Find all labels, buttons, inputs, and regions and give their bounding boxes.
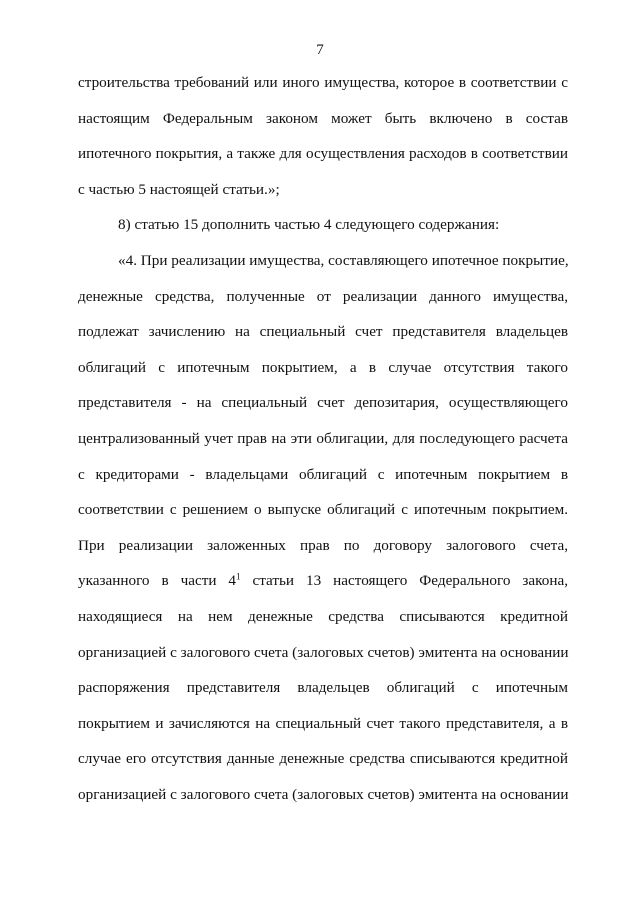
- text-line: облигаций с ипотечным покрытием, а в случае отсутствия такого: [78, 358, 568, 376]
- paragraph-start-line: 8) статью 15 дополнить частью 4 следующего содержания:: [118, 216, 500, 234]
- text-line: организацией с залогового счета (залоговых счетов) эмитента на основании: [78, 643, 569, 661]
- text-line: настоящим Федеральным законом может быть включено в состав: [78, 109, 568, 127]
- text-line: покрытием и зачисляются на специальный счет такого представителя, а в: [78, 714, 568, 732]
- text-line: При реализации заложенных прав по договору залогового счета,: [78, 536, 568, 554]
- text-line: организацией с залогового счета (залоговых счетов) эмитента на основании: [78, 785, 569, 803]
- text-line: представителя - на специальный счет депозитария, осуществляющего: [78, 394, 568, 412]
- text-line: соответствии с решением о выпуске облигаций с ипотечным покрытием.: [78, 501, 568, 519]
- superscript: 1: [236, 571, 241, 582]
- text-line: ипотечного покрытия, а также для осуществления расходов в соответствии: [78, 145, 568, 163]
- text-line: подлежат зачислению на специальный счет представителя владельцев: [78, 323, 568, 341]
- text-line: строительства требований или иного имущества, которое в соответствии с: [78, 74, 568, 91]
- text-line: с кредиторами - владельцами облигаций с ипотечным покрытием в: [78, 465, 568, 483]
- text-line: денежные средства, полученные от реализации данного имущества,: [78, 287, 568, 305]
- text-line: централизованный учет прав на эти облигации, для последующего расчета: [78, 429, 568, 447]
- paragraph-start-line: «4. При реализации имущества, составляющего ипотечное покрытие,: [118, 251, 569, 269]
- text-line: с частью 5 настоящей статьи.»;: [78, 180, 280, 198]
- page-number: 7: [316, 42, 324, 58]
- text-line: находящиеся на нем денежные средства списываются кредитной: [78, 607, 568, 625]
- line-part-after: статьи 13 настоящего Федерального закона,: [240, 572, 569, 590]
- text-line: распоряжения представителя владельцев облигаций с ипотечным: [78, 679, 568, 697]
- text-line: случае его отсутствия данные денежные средства списываются кредитной: [78, 750, 568, 768]
- document-body: [78, 72, 568, 819]
- text-line-with-superscript: [78, 570, 568, 606]
- line-part-before: указанного в части 4: [78, 572, 237, 590]
